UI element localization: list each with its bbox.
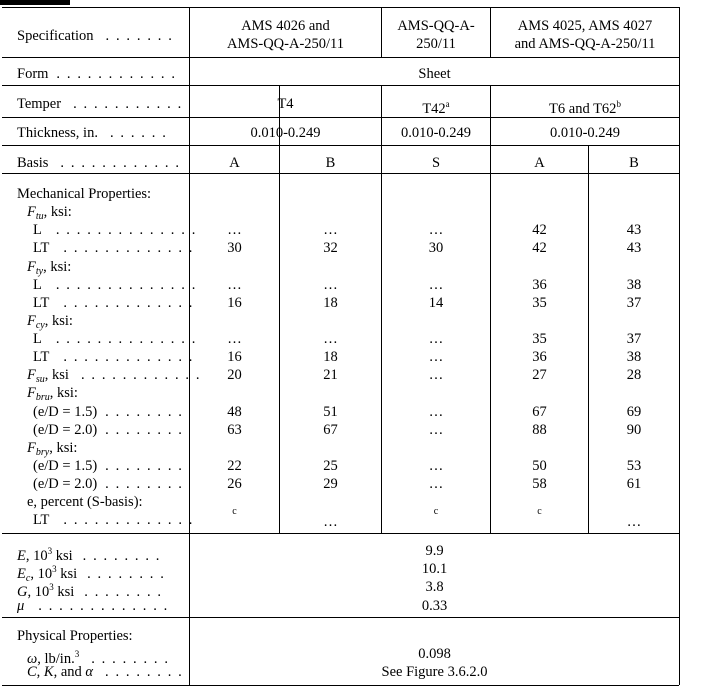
footnote-b: b — [616, 99, 621, 109]
cell-fbru20-col4: 88 — [532, 422, 547, 438]
fbru-ed20-label: (e/D = 2.0) . . . . . . . . — [33, 422, 184, 438]
cell-e-note-col4: c — [537, 506, 542, 517]
cell-fty_L-col4: 36 — [532, 277, 547, 293]
cell-fty_LT-col3: 14 — [428, 295, 444, 311]
fcy-LT-label: LT . . . . . . . . . . . . . — [33, 349, 195, 365]
rule-after-mech — [2, 533, 679, 534]
basis-col1: A — [229, 155, 240, 171]
G-label: G, $10^3$ ksi . . . . . . . . — [17, 582, 163, 600]
spec-t6-line1: AMS 4025, AMS 4027 — [517, 18, 653, 34]
cell-fcy_LT-col4: 36 — [532, 349, 547, 365]
spec-t6-line2: and AMS-QQ-A-250/11 — [514, 36, 656, 52]
cell-fty_L-col1: … — [227, 277, 242, 293]
fsu-label: $F_{su}$, ksi . . . . . . . . . . . . — [27, 367, 202, 385]
form-value: Sheet — [418, 66, 451, 82]
Ec-label: $E_c$, $10^3$ ksi . . . . . . . . — [17, 564, 166, 584]
cell-fbru15-col4: 67 — [532, 404, 547, 420]
cell-fbry15-col5: 53 — [626, 458, 642, 474]
cell-fbry20-col2: 29 — [323, 476, 338, 492]
cell-fty_L-col5: 38 — [626, 277, 642, 293]
elongation-LT-label: LT . . . . . . . . . . . . . — [33, 512, 195, 528]
basis-col4: A — [534, 155, 545, 171]
cell-fbru15-col1: 48 — [227, 404, 242, 420]
cell-fbru20-col1: 63 — [227, 422, 242, 438]
rule-after-thickness — [2, 145, 679, 146]
omega-value: 0.098 — [418, 646, 451, 662]
cell-fty_LT-col5: 37 — [626, 295, 642, 311]
ftu-label: $F_{tu}$, ksi: — [27, 204, 72, 222]
cell-fbru15-col2: 51 — [323, 404, 338, 420]
thickness-t4: 0.010-0.249 — [250, 125, 321, 141]
mu-label: μ . . . . . . . . . . . . . — [17, 598, 169, 614]
cell-fcy_L-col5: 37 — [626, 331, 642, 347]
thickness-t42: 0.010-0.249 — [400, 125, 472, 141]
form-label: Form . . . . . . . . . . . . — [17, 66, 177, 82]
cell-ftu_LT-col4: 42 — [532, 240, 547, 256]
temper-t42: T42$^a$ — [422, 99, 450, 117]
cell-e-note-col1: c — [232, 506, 237, 517]
rule-bottom — [2, 685, 679, 686]
cell-fty_L-col3: … — [428, 277, 444, 293]
cell-fcy_LT-col1: 16 — [227, 349, 242, 365]
cell-fsu-col5: 28 — [626, 367, 642, 383]
rule-after-form — [2, 85, 679, 86]
rule-after-elastic — [2, 617, 679, 618]
cell-fcy_LT-col5: 38 — [626, 349, 642, 365]
basis-label: Basis . . . . . . . . . . . . — [17, 155, 181, 171]
G-value: 3.8 — [425, 579, 444, 595]
cell-ftu_LT-col1: 30 — [227, 240, 242, 256]
mu-value: 0.33 — [421, 598, 448, 614]
elongation-label: e, percent (S-basis): — [27, 494, 143, 510]
fbru-ed15-label: (e/D = 1.5) . . . . . . . . — [33, 404, 184, 420]
temper-t4: T4 — [277, 96, 294, 112]
mech-title: Mechanical Properties: — [17, 186, 152, 202]
cell-ftu_LT-col3: 30 — [428, 240, 444, 256]
fty-label: $F_{ty}$, ksi: — [27, 259, 72, 277]
cell-fcy_L-col1: … — [227, 331, 242, 347]
cell-fty_LT-col4: 35 — [532, 295, 547, 311]
cka-label: C, K, and α . . . . . . . . — [27, 664, 184, 680]
cell-fcy_LT-col2: 18 — [323, 349, 338, 365]
cell-fsu-col4: 27 — [532, 367, 547, 383]
ftu-L-label: L . . . . . . . . . . . . . . — [33, 222, 197, 238]
cka-value: See Figure 3.6.2.0 — [381, 664, 488, 680]
cell-ftu_LT-col5: 43 — [626, 240, 642, 256]
cell-e-note-col3: c — [433, 506, 439, 517]
cell-e-LT-col5: … — [626, 514, 642, 530]
cell-ftu_L-col3: … — [428, 222, 444, 238]
cell-e-LT-col2: … — [323, 514, 338, 530]
cell-fbry20-col5: 61 — [626, 476, 642, 492]
cell-fbry15-col2: 25 — [323, 458, 338, 474]
cell-fbru15-col3: … — [428, 404, 444, 420]
fbru-label: $F_{bru}$, ksi: — [27, 385, 78, 403]
thickness-t6: 0.010-0.249 — [549, 125, 621, 141]
cell-fcy_L-col3: … — [428, 331, 444, 347]
omega-label: ω, lb/in.$^3$ . . . . . . . . — [27, 649, 170, 667]
cell-fsu-col3: … — [428, 367, 444, 383]
cell-fcy_L-col4: 35 — [532, 331, 547, 347]
spec-t42-line2: 250/11 — [416, 36, 456, 52]
rule-after-basis — [2, 173, 679, 174]
cell-fbru20-col3: … — [428, 422, 444, 438]
E-value: 9.9 — [425, 543, 444, 559]
cell-fcy_L-col2: … — [323, 331, 338, 347]
cell-fbry20-col1: 26 — [227, 476, 242, 492]
E-label: E, $10^3$ ksi . . . . . . . . — [17, 546, 162, 564]
ftu-LT-label: LT . . . . . . . . . . . . . — [33, 240, 195, 256]
physical-title: Physical Properties: — [17, 628, 133, 644]
cell-fty_LT-col2: 18 — [323, 295, 338, 311]
cell-ftu_L-col1: … — [227, 222, 242, 238]
fbry-ed15-label: (e/D = 1.5) . . . . . . . . — [33, 458, 184, 474]
temper-label: Temper . . . . . . . . . . . — [17, 96, 183, 112]
footnote-a: a — [445, 99, 450, 109]
specification-label: Specification . . . . . . . — [17, 28, 174, 44]
cell-ftu_L-col4: 42 — [532, 222, 547, 238]
cell-ftu_LT-col2: 32 — [323, 240, 338, 256]
fty-L-label: L . . . . . . . . . . . . . . — [33, 277, 197, 293]
cell-fbru15-col5: 69 — [626, 404, 642, 420]
cell-fbru20-col2: 67 — [323, 422, 338, 438]
basis-col3: S — [431, 155, 441, 171]
cell-fsu-col2: 21 — [323, 367, 338, 383]
fbry-label: $F_{bry}$, ksi: — [27, 440, 78, 458]
cell-fbru20-col5: 90 — [626, 422, 642, 438]
spec-t4-line1: AMS 4026 and — [241, 18, 330, 34]
cell-fty_L-col2: … — [323, 277, 338, 293]
thickness-label: Thickness, in. . . . . . . — [17, 125, 168, 141]
temper-t6: T6 and T62$^b$ — [549, 99, 621, 117]
fcy-label: $F_{cy}$, ksi: — [27, 313, 73, 331]
cell-fbry15-col4: 50 — [532, 458, 547, 474]
Ec-value: 10.1 — [421, 561, 448, 577]
basis-col2: B — [325, 155, 336, 171]
cell-fbry20-col4: 58 — [532, 476, 547, 492]
cell-ftu_L-col2: … — [323, 222, 338, 238]
rule-top — [2, 7, 679, 8]
cell-fbry20-col3: … — [428, 476, 444, 492]
cell-ftu_L-col5: 43 — [626, 222, 642, 238]
spec-t4-line2: AMS-QQ-A-250/11 — [226, 36, 345, 52]
basis-col5: B — [629, 155, 639, 171]
rule-after-spec — [2, 57, 679, 58]
cell-fty_LT-col1: 16 — [227, 295, 242, 311]
top-strip-decoration — [0, 0, 70, 5]
cell-fbry15-col1: 22 — [227, 458, 242, 474]
spec-t42-line1: AMS-QQ-A- — [397, 18, 475, 34]
cell-fcy_LT-col3: … — [428, 349, 444, 365]
fbry-ed20-label: (e/D = 2.0) . . . . . . . . — [33, 476, 184, 492]
cell-fsu-col1: 20 — [227, 367, 242, 383]
cell-fbry15-col3: … — [428, 458, 444, 474]
rule-right-edge — [679, 7, 680, 685]
fty-LT-label: LT . . . . . . . . . . . . . — [33, 295, 195, 311]
fcy-L-label: L . . . . . . . . . . . . . . — [33, 331, 197, 347]
